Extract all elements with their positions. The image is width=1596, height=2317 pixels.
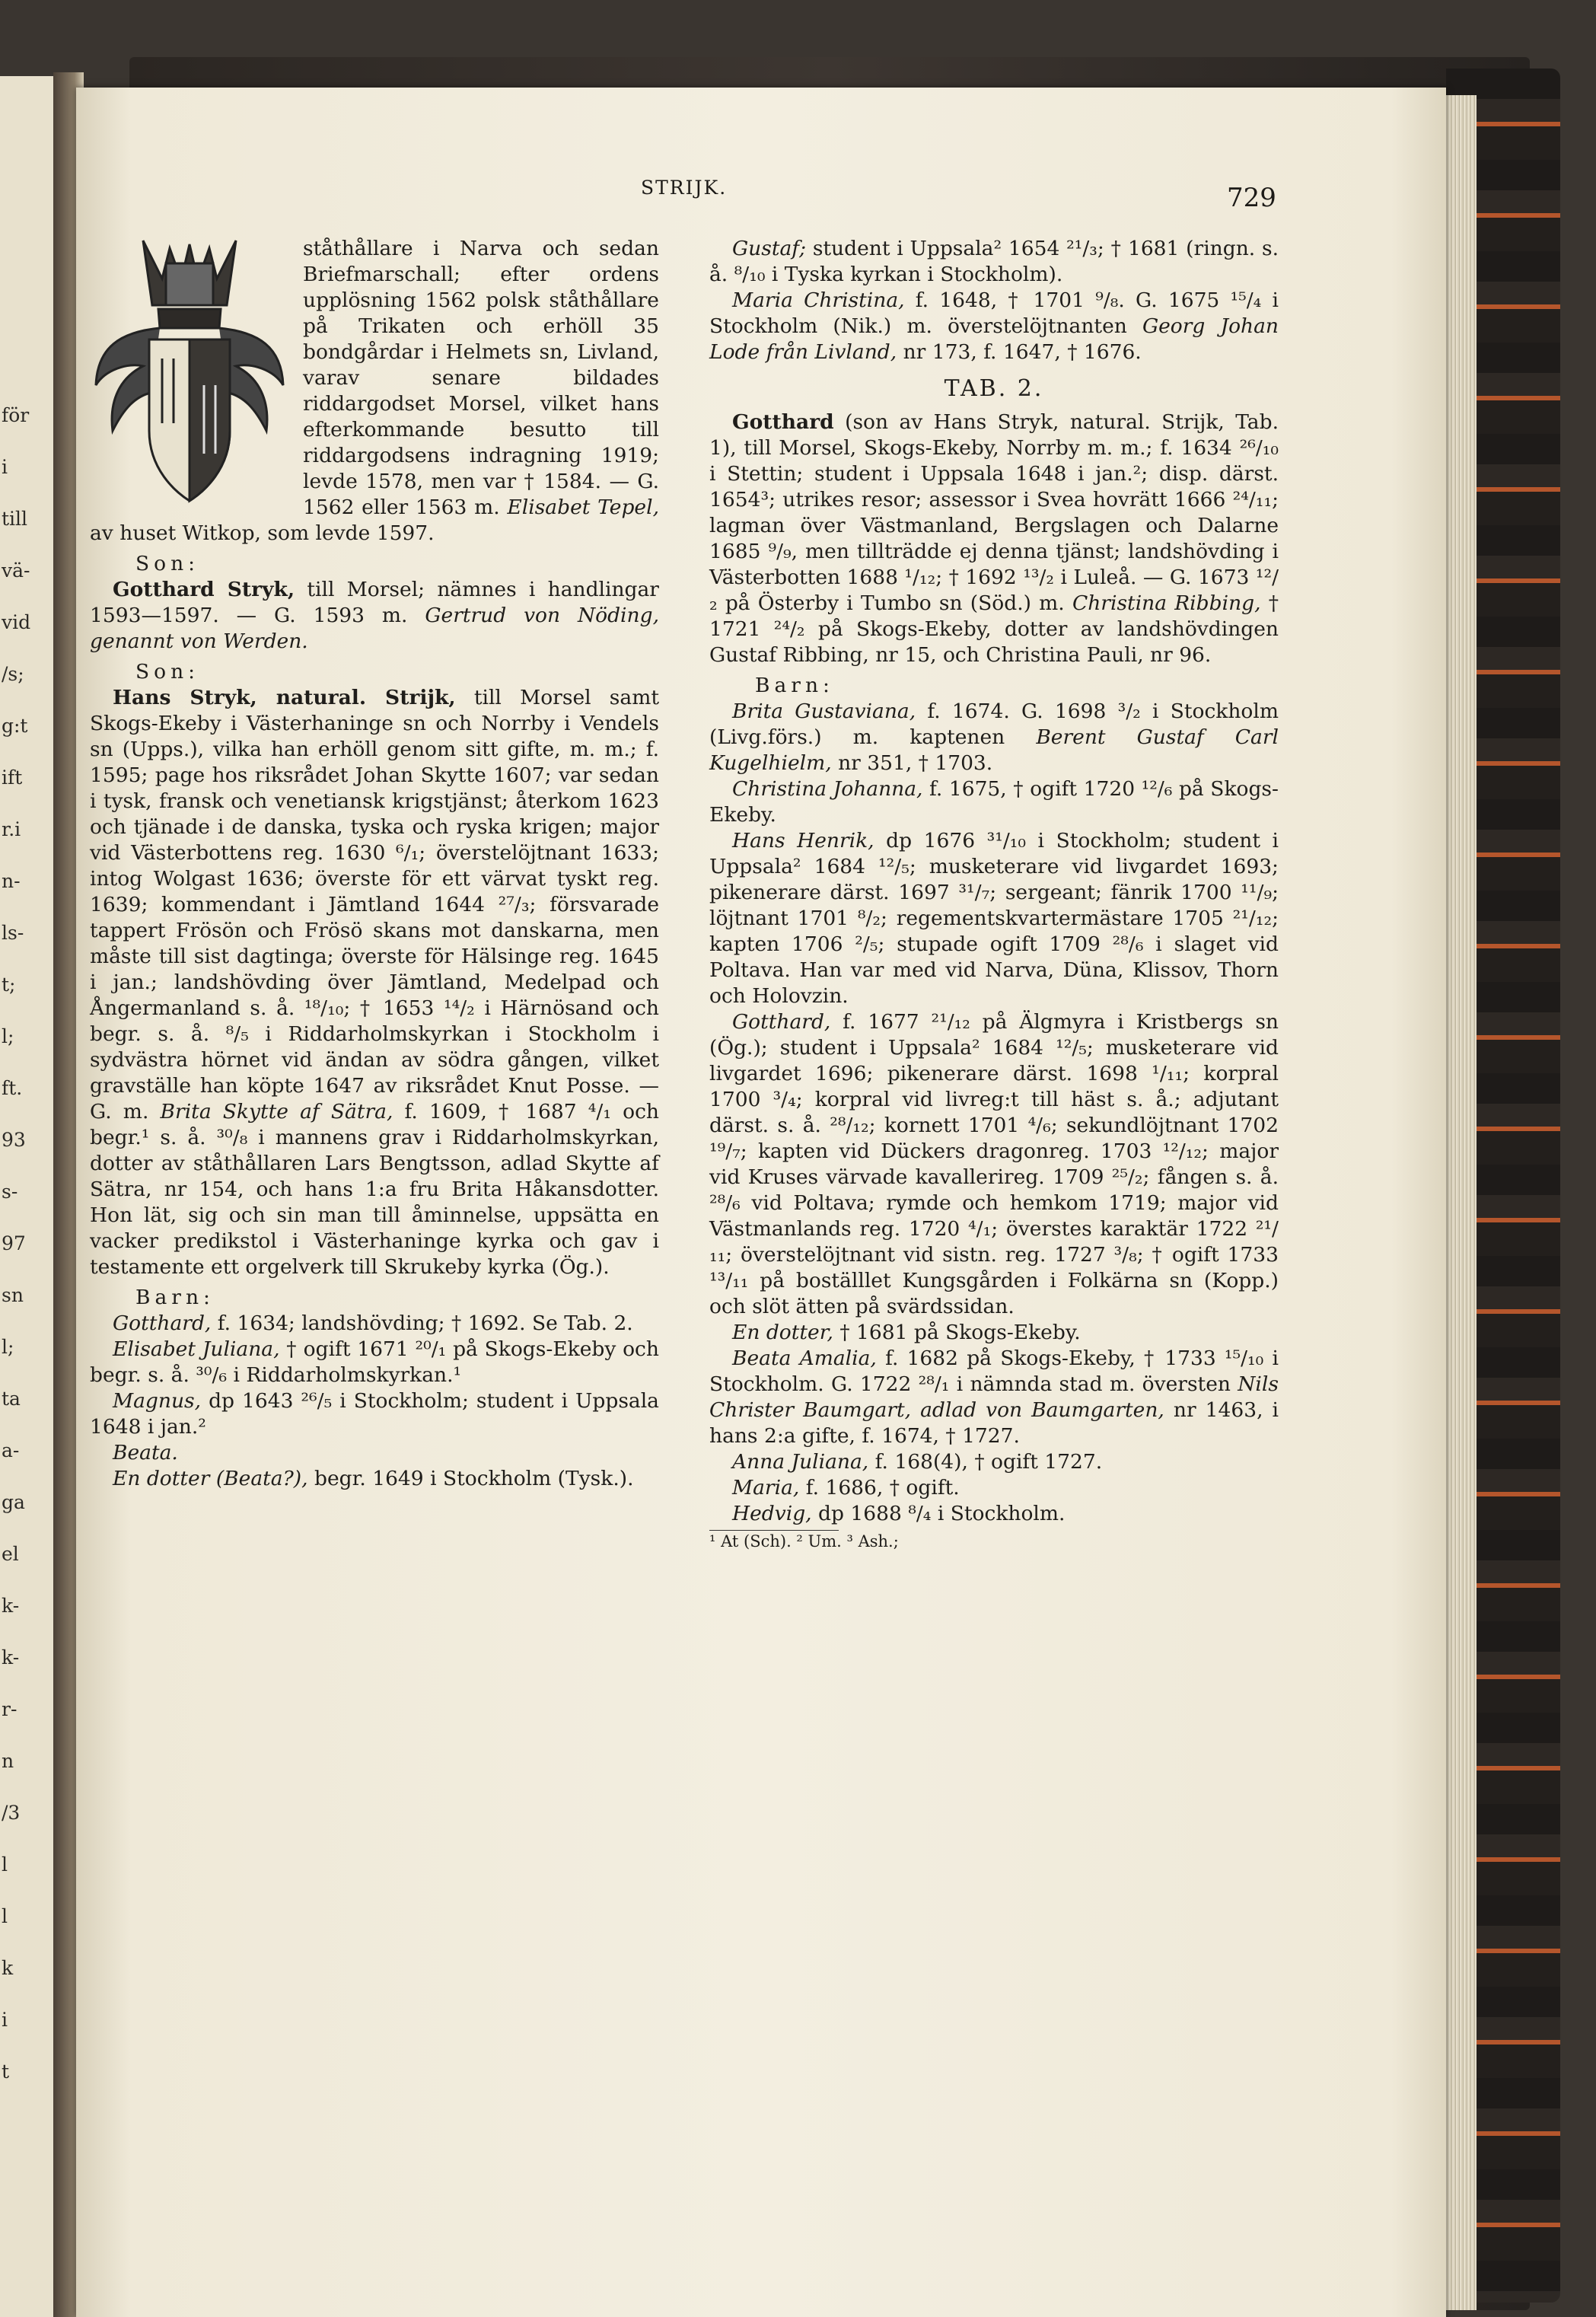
- previous-page-fragment: /s;: [2, 663, 24, 685]
- child-entry: [709, 1501, 1279, 1527]
- child-text: dp 1643 ²⁶/₅ i Stockholm; student i Uppsala 1648 i jan.²: [90, 1389, 659, 1439]
- gotthard-tab2-entry: [709, 410, 1279, 668]
- previous-page-fragment: i: [2, 456, 8, 478]
- child-entry: [709, 1320, 1279, 1346]
- previous-page-fragment: k: [2, 1957, 14, 1979]
- hans-text-end: f. 1609, † 1687 ⁴/₁ och begr.¹ s. å. ³⁰/₈ i mannens grav i Riddarholmskyrkan, dotter av ståthållaren Lars Bengtsson, adlad Skytte af Sätra, nr 154, och hans 1:a fru Brita Håkansdotter. Hon lät, sig och sin man till åminnelse, uppsätta en vacker predikstol i Västerhaninge kyrka och gav i testamente ett orgelverk till Skrukeby kyrka (Ög.).: [90, 1100, 659, 1279]
- table-heading: TAB. 2.: [944, 375, 1044, 402]
- footnote-mark: ;: [893, 1532, 899, 1551]
- previous-page-fragment: n: [2, 1750, 14, 1772]
- spouse-name: Berent Gustaf Carl Kugelhielm,: [709, 725, 1279, 775]
- child-text: f. 168(4), † ogift 1727.: [874, 1450, 1103, 1474]
- child-entry: [709, 236, 1279, 288]
- previous-page-fragment: ift: [2, 766, 23, 789]
- previous-page-fragment: till: [2, 508, 28, 530]
- child-name: Brita Gustaviana,: [732, 700, 916, 723]
- previous-page-fragment: sn: [2, 1284, 24, 1306]
- previous-page-fragment: ta: [2, 1388, 21, 1410]
- previous-page-fragment: i: [2, 2009, 8, 2031]
- child-text: f. 1634; landshövding; † 1692. Se Tab. 2.: [217, 1311, 633, 1335]
- previous-page-fragment: t: [2, 2060, 10, 2083]
- previous-page-fragment: r-: [2, 1698, 18, 1720]
- previous-page-fragment: l: [2, 1905, 8, 1927]
- intro-end: av huset Witkop, som levde 1597.: [90, 521, 435, 545]
- previous-page-fragment: k-: [2, 1595, 20, 1617]
- child-name: Gustaf;: [732, 237, 807, 260]
- gotthard-entry: [90, 577, 659, 655]
- child-entry: [90, 1388, 659, 1440]
- gotthard-name: Gotthard: [732, 410, 834, 434]
- gotthard-text: till Morsel; nämnes i handlingar 1593—1597. — G. 1593 m.: [90, 578, 659, 627]
- child-text: dp 1676 ³¹/₁₀ i Stockholm; student i Uppsala² 1684 ¹²/₅; musketerare vid livgardet 1693; pikenerare därst. 1697 ³¹/₇; sergeant; fänrik 1700 ¹¹/₉; löjtnant 1701 ⁸/₂; regementskvartermästare 1705 ²¹/₁₂; kapten 1706 ²/₅; stupade ogift 1709 ²⁸/₆ i slaget vid Poltava. Han var med vid Narva, Düna, Klissov, Thorn och Holovzin.: [709, 829, 1279, 1008]
- child-name: Gotthard,: [113, 1311, 212, 1335]
- page-number: 729: [1227, 183, 1276, 213]
- previous-page-fragment: r.i: [2, 818, 21, 840]
- child-name: Beata.: [113, 1441, 178, 1464]
- right-column: [709, 236, 1279, 1552]
- hans-entry: [90, 685, 659, 1280]
- child-name: Magnus,: [113, 1389, 202, 1413]
- previous-page-fragment: n-: [2, 870, 21, 892]
- gotthard-wife: Christina Ribbing,: [1072, 591, 1261, 615]
- previous-page-fragment: ft.: [2, 1077, 23, 1099]
- child-entry: [709, 1449, 1279, 1475]
- son-heading: Son:: [135, 552, 200, 575]
- gotthard-text-end: † 1721 ²⁴/₂ på Skogs-Ekeby, dotter av landshövdingen Gustaf Ribbing, nr 15, och Christina Pauli, nr 96.: [709, 591, 1279, 667]
- footnotes: [709, 1531, 1279, 1552]
- child-text: f. 1686, † ogift.: [805, 1476, 960, 1500]
- child-text: f. 1682 på Skogs-Ekeby, † 1733 ¹⁵/₁₀ i Stockholm. G. 1722 ²⁸/₁ i nämnda stad m. översten: [709, 1347, 1279, 1396]
- previous-page-fragment: s-: [2, 1181, 18, 1203]
- child-name: Hedvig,: [732, 1502, 812, 1525]
- gotthard-wife: Gertrud von Nöding, genannt von Werden.: [90, 604, 659, 653]
- child-name: Hans Henrik,: [732, 829, 874, 853]
- child-name: Maria,: [732, 1476, 800, 1500]
- child-entry: [709, 1475, 1279, 1501]
- child-text-end: nr 1463, i hans 2:a gifte, f. 1674, † 1727.: [709, 1398, 1279, 1448]
- previous-page-fragment: k-: [2, 1646, 20, 1668]
- children-heading: Barn:: [755, 674, 834, 697]
- child-entry: [709, 699, 1279, 776]
- previous-page-fragment: t;: [2, 974, 16, 996]
- hans-wife: Brita Skytte af Sätra,: [160, 1100, 393, 1123]
- children-heading: Barn:: [135, 1286, 215, 1309]
- child-entry: [90, 1311, 659, 1337]
- child-entry: [709, 828, 1279, 1009]
- previous-page-fragment: l;: [2, 1336, 14, 1358]
- previous-page-fragment: vä-: [2, 559, 30, 582]
- son-heading: Son:: [135, 660, 200, 684]
- child-text: f. 1674. G. 1698 ³/₂ i Stockholm (Livg.förs.) m. kaptenen: [709, 700, 1279, 749]
- previous-page-fragment: 97: [2, 1232, 26, 1254]
- child-text: student i Uppsala² 1654 ²¹/₃; † 1681 (ringn. s. å. ⁸/₁₀ i Tyska kyrkan i Stockholm).: [709, 237, 1279, 286]
- previous-page-fragment: ga: [2, 1491, 25, 1513]
- child-text: f. 1675, † ogift 1720 ¹²/₆ på Skogs-Ekeby.: [709, 777, 1279, 827]
- child-text: f. 1648, † 1701 ⁹/₈. G. 1675 ¹⁵/₄ i Stockholm (Nik.) m. överstelöjtnanten: [709, 288, 1279, 338]
- intro-paragraph: [90, 236, 659, 547]
- previous-page-fragment: ls-: [2, 922, 24, 944]
- running-head: STRIJK.: [641, 177, 728, 199]
- child-text: † 1681 på Skogs-Ekeby.: [839, 1321, 1081, 1344]
- child-entry: [709, 1346, 1279, 1449]
- previous-page-fragment: vid: [2, 611, 31, 633]
- intro-text: ståthållare i Narva och sedan Briefmarschall; efter ordens upplösning 1562 polsk ståthållare på Trikaten och erhöll 35 bondgårdar i Helmets sn, Livland, varav senare bildades riddargodset Morsel, vilket hans efterkommande besutto till riddargodsens indragning 1919; levde 1578, men var † 1584. — G. 1562 eller 1563 m.: [303, 237, 659, 519]
- intro-wife: Elisabet Tepel,: [507, 496, 659, 519]
- child-name: En dotter: [113, 1467, 210, 1490]
- previous-page-fragment: a-: [2, 1439, 20, 1461]
- previous-page-fragment: l;: [2, 1025, 14, 1047]
- child-name: Christina Johanna,: [732, 777, 923, 801]
- child-text: † ogift 1671 ²⁰/₁ på Skogs-Ekeby och begr. s. å. ³⁰/₆ i Riddarholmskyrkan.¹: [90, 1337, 659, 1387]
- child-entry: [709, 776, 1279, 828]
- child-entry: [90, 1466, 659, 1492]
- left-column: [90, 236, 659, 1492]
- child-text-end: nr 173, f. 1647, † 1676.: [903, 340, 1142, 364]
- coat-of-arms-icon: [90, 233, 289, 508]
- previous-page-fragment: el: [2, 1543, 19, 1565]
- hans-text: till Morsel samt Skogs-Ekeby i Västerhaninge sn och Norrby i Vendels sn (Upps.), vilka han erhöll genom sitt gifte, m. m.; f. 1595; page hos riksrådet Johan Skytte 1607; var sedan i tysk, fransk och venetiansk krigstjänst; återkom 1623 och tjänade i de danska, tyska och ryska krigen; major vid Västerbottens reg. 1630 ⁶/₁; överstelöjtnant 1633; intog Wolgast 1636; överste för ett värvat tyskt reg. 1639; kommendant i Jämtland 1644 ²⁷/₃; försvarade tappert Frösön och Frösö skans mot danskarna, men måste till sist dagtinga; överste för Hälsinge reg. 1645 i jan.; landshövding över Jämtland, Medelpad och Ångermanland s. å. ¹⁸/₁₀; † 1653 ¹⁴/₂ i Härnösand och begr. s. å. ⁸/₅ i Riddarholmskyrkan i Stockholm i sydvästra hörnet vid ändan av södra gången, vilket gravställe han köpte 1647 av riksrådet Knut Posse. — G. m.: [90, 686, 659, 1123]
- child-name: En dotter,: [732, 1321, 833, 1344]
- spouse-name: Georg Johan Lode från Livland,: [709, 314, 1279, 364]
- hans-name: Hans Stryk, natural. Strijk,: [113, 686, 456, 709]
- child-name: Maria Christina,: [732, 288, 905, 312]
- child-text: dp 1688 ⁸/₄ i Stockholm.: [818, 1502, 1066, 1525]
- child-text: begr. 1649 i Stockholm (Tysk.).: [314, 1467, 634, 1490]
- gotthard-name: Gotthard Stryk,: [113, 578, 295, 601]
- child-text-end: nr 351, † 1703.: [838, 751, 993, 775]
- gotthard-text: (son av Hans Stryk, natural. Strijk, Tab. 1), till Morsel, Skogs-Ekeby, Norrby m. m.; f. 1634 ²⁶/₁₀ i Stettin; student i Uppsala 1648 i jan.²; disp. därst. 1654³; utrikes resor; assessor i Svea hovrätt 1666 ²⁴/₁₁; lagman över Västmanland, Bergslagen och Dalarne 1685 ⁹/₉, men tillträdde ej denna tjänst; landshövding i Västerbotten 1688 ¹/₁₂; † 1692 ¹³/₂ i Luleå. — G. 1673 ¹²/₂ på Österby i Tumbo sn (Söd.) m.: [709, 410, 1279, 615]
- previous-page-fragment: g:t: [2, 715, 28, 737]
- child-text: f. 1677 ²¹/₁₂ på Älgmyra i Kristbergs sn (Ög.); student i Uppsala² 1684 ¹²/₅; musketerare vid livgardet 1696; pikenerare därst. 1698 ¹/₁₁; korpral 1700 ³/₄; korpral vid livreg:t till häst s. å.; adjutant därst. s. å. ²⁸/₁₂; kornett 1701 ⁴/₆; sekundlöjtnant 1702 ¹⁹/₇; kapten vid Dückers dragonreg. 1703 ¹²/₁₂; major vid Kruses värvade kavallerireg. 1709 ²⁵/₂; fången s. å. ²⁸/₆ vid Poltava; rymde och hemkom 1719; major vid Västmanlands reg. 1720 ⁴/₁; överstes karaktär 1722 ²¹/₁₁; överstelöjtnant vid sistn. reg. 1727 ³/₈; † ogift 1733 ¹³/₁₁ på boställlet Kungsgården i Folkärna sn (Kopp.) och slöt ätten på svärdssidan.: [709, 1010, 1279, 1318]
- child-name: Beata Amalia,: [732, 1347, 877, 1370]
- child-entry: [90, 1440, 659, 1466]
- spouse-name: Nils Christer Baumgart, adlad von Baumgarten,: [709, 1372, 1279, 1422]
- previous-page-edge: [0, 76, 61, 2317]
- child-entry: [90, 1337, 659, 1388]
- child-name: Anna Juliana,: [732, 1450, 869, 1474]
- child-note: (Beata?),: [215, 1467, 308, 1490]
- child-name: Elisabet Juliana,: [113, 1337, 280, 1361]
- footnote-text: ¹ At (Sch). ² Um. ³ Ash.: [709, 1532, 894, 1551]
- previous-page-fragment: 93: [2, 1129, 26, 1151]
- previous-page-fragment: /3: [2, 1802, 21, 1824]
- previous-page-fragment: l: [2, 1853, 8, 1876]
- previous-page-fragment: för: [2, 404, 30, 426]
- child-entry: [709, 288, 1279, 365]
- child-entry: [709, 1009, 1279, 1320]
- child-name: Gotthard,: [732, 1010, 831, 1034]
